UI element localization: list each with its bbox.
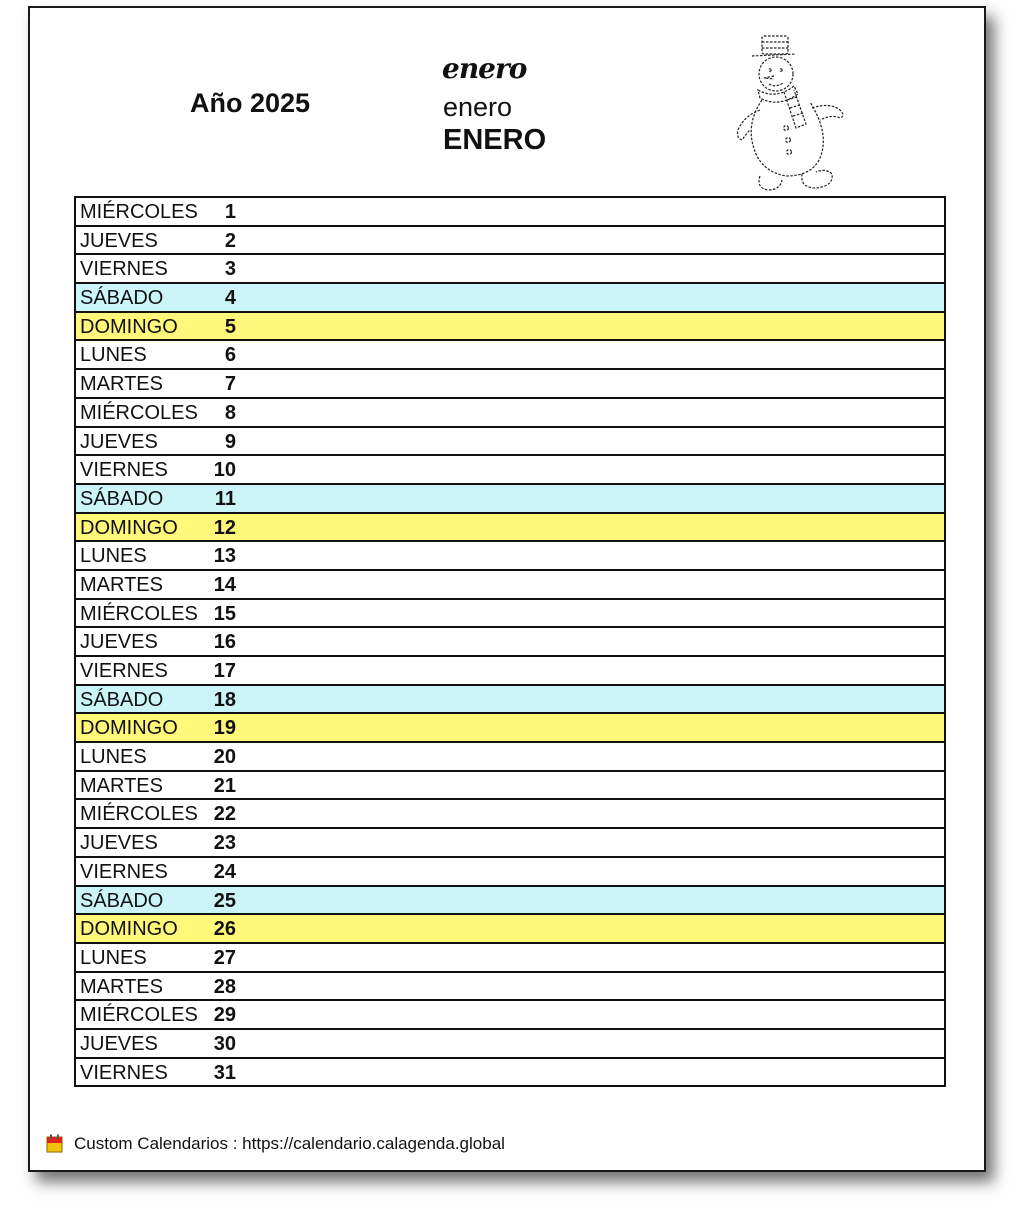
day-number: 19 — [213, 717, 236, 740]
day-number: 27 — [213, 946, 236, 969]
day-row — [75, 713, 945, 742]
day-row — [75, 685, 945, 714]
day-number: 11 — [214, 487, 236, 510]
footer-text: Custom Calendarios : https://calendario.calagenda.global — [74, 1134, 505, 1153]
day-number: 29 — [213, 1004, 236, 1027]
day-row — [75, 742, 945, 771]
day-row — [75, 484, 945, 513]
day-name: DOMINGO — [80, 918, 178, 941]
day-number: 13 — [213, 545, 236, 568]
day-cell — [75, 972, 945, 1001]
day-name: MARTES — [80, 774, 163, 797]
day-number: 22 — [213, 803, 236, 826]
day-number: 25 — [213, 889, 236, 912]
day-row — [75, 541, 945, 570]
day-cell — [75, 427, 945, 456]
day-row — [75, 254, 945, 283]
day-cell — [75, 1029, 945, 1058]
day-row — [75, 1058, 945, 1087]
day-number: 30 — [213, 1032, 236, 1055]
day-number: 16 — [213, 631, 236, 654]
day-cell — [75, 656, 945, 685]
day-number: 23 — [213, 832, 236, 855]
day-cell — [75, 828, 945, 857]
day-cell — [75, 627, 945, 656]
days-table — [74, 196, 946, 1087]
day-row — [75, 943, 945, 972]
day-row — [75, 455, 945, 484]
day-row — [75, 857, 945, 886]
day-cell — [75, 771, 945, 800]
day-name: VIERNES — [80, 459, 168, 482]
day-name: JUEVES — [80, 631, 158, 654]
day-cell — [75, 1058, 945, 1087]
day-row — [75, 398, 945, 427]
day-name: MARTES — [80, 573, 163, 596]
day-cell — [75, 197, 945, 226]
day-number: 17 — [213, 660, 236, 682]
day-cell — [75, 513, 945, 542]
day-name: JUEVES — [80, 832, 158, 855]
day-number: 31 — [213, 1061, 236, 1084]
day-name: DOMINGO — [80, 315, 178, 338]
day-name: MARTES — [80, 373, 163, 396]
day-number: 6 — [224, 344, 236, 367]
day-number: 15 — [213, 602, 236, 625]
day-cell — [75, 599, 945, 628]
snowman-icon — [736, 30, 848, 194]
day-name: MIÉRCOLES — [80, 803, 198, 826]
day-number: 21 — [213, 774, 236, 797]
day-row — [75, 1029, 945, 1058]
day-cell — [75, 685, 945, 714]
day-row — [75, 312, 945, 341]
day-name: VIERNES — [80, 1061, 168, 1084]
day-number: 18 — [213, 688, 236, 711]
day-number: 8 — [224, 401, 236, 424]
day-row — [75, 656, 945, 685]
day-name: SÁBADO — [80, 487, 164, 510]
day-number: 2 — [224, 229, 236, 252]
day-name: LUNES — [80, 545, 147, 568]
day-row — [75, 226, 945, 255]
day-name: DOMINGO — [80, 717, 178, 740]
day-row — [75, 799, 945, 828]
day-name: JUEVES — [80, 1032, 158, 1055]
day-number: 1 — [224, 201, 236, 223]
day-name: LUNES — [80, 344, 147, 367]
day-row — [75, 570, 945, 599]
day-number: 14 — [213, 573, 236, 596]
day-number: 9 — [224, 430, 236, 453]
day-name: JUEVES — [80, 229, 158, 252]
day-name: VIERNES — [80, 258, 168, 281]
day-name: MIÉRCOLES — [80, 602, 198, 625]
day-cell — [75, 742, 945, 771]
day-row — [75, 197, 945, 226]
day-number: 12 — [213, 516, 236, 539]
day-number: 5 — [224, 315, 236, 338]
day-cell — [75, 398, 945, 427]
day-name: MIÉRCOLES — [80, 1004, 198, 1027]
month-title-script: enero — [442, 52, 527, 85]
day-row — [75, 599, 945, 628]
day-number: 3 — [224, 258, 236, 281]
day-cell — [75, 943, 945, 972]
day-name: DOMINGO — [80, 516, 178, 539]
day-row — [75, 283, 945, 312]
day-cell — [75, 312, 945, 341]
day-name: SÁBADO — [80, 287, 164, 310]
footer — [46, 1134, 505, 1154]
day-row — [75, 427, 945, 456]
day-number: 7 — [224, 373, 236, 396]
day-cell — [75, 541, 945, 570]
day-cell — [75, 713, 945, 742]
month-title-lowercase: enero — [443, 92, 513, 122]
day-cell — [75, 369, 945, 398]
day-cell — [75, 857, 945, 886]
day-row — [75, 369, 945, 398]
day-cell — [75, 914, 945, 943]
day-name: JUEVES — [80, 430, 158, 453]
day-cell — [75, 799, 945, 828]
month-title-uppercase: ENERO — [443, 124, 547, 156]
day-cell — [75, 226, 945, 255]
day-number: 28 — [213, 975, 236, 998]
day-row — [75, 340, 945, 369]
day-name: SÁBADO — [80, 688, 164, 711]
day-number: 24 — [213, 860, 236, 883]
day-row — [75, 771, 945, 800]
day-cell — [75, 570, 945, 599]
calendar-icon — [46, 1134, 64, 1154]
day-name: VIERNES — [80, 660, 168, 682]
day-cell — [75, 254, 945, 283]
day-row — [75, 914, 945, 943]
day-name: MIÉRCOLES — [80, 201, 198, 223]
day-row — [75, 828, 945, 857]
day-cell — [75, 455, 945, 484]
day-number: 20 — [213, 746, 236, 769]
day-row — [75, 513, 945, 542]
day-cell — [75, 283, 945, 312]
day-cell — [75, 484, 945, 513]
day-name: VIERNES — [80, 860, 168, 883]
day-cell — [75, 1000, 945, 1029]
day-row — [75, 1000, 945, 1029]
day-number: 4 — [224, 287, 236, 310]
day-row — [75, 972, 945, 1001]
day-name: MIÉRCOLES — [80, 401, 198, 424]
day-name: LUNES — [80, 746, 147, 769]
day-row — [75, 886, 945, 915]
calendar-page — [28, 6, 986, 1172]
day-name: MARTES — [80, 975, 163, 998]
day-row — [75, 627, 945, 656]
day-name: LUNES — [80, 946, 147, 969]
day-number: 26 — [213, 918, 236, 941]
day-name: SÁBADO — [80, 889, 164, 912]
year-title: Año 2025 — [190, 88, 311, 118]
day-cell — [75, 886, 945, 915]
day-number: 10 — [213, 459, 236, 482]
day-cell — [75, 340, 945, 369]
